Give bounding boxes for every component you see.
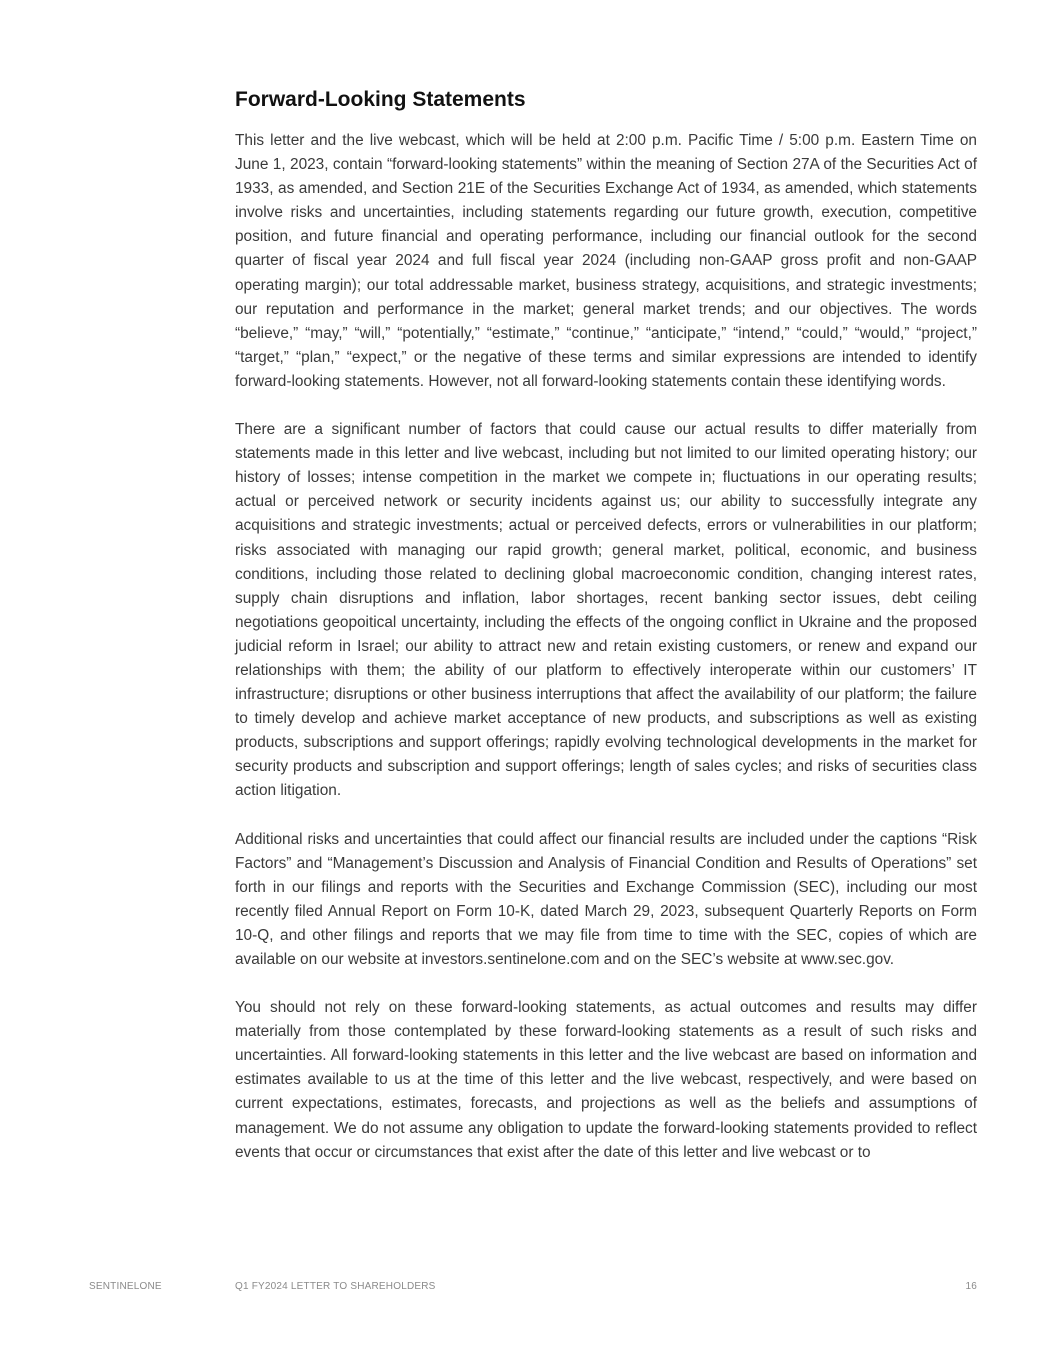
footer-company: SENTINELONE (89, 1281, 162, 1292)
body-text (235, 129, 977, 1189)
paragraph-risk-factors: There are a significant number of factors that could cause our actual results to differ materially from statements made in this letter and live webcast, including but not limited to our limited operating history; our history of losses; intense competition in the market we compete in; fluctuations in our operating results; actual or perceived network or security incidents against us; our ability to successfully integrate any acquisitions and strategic investments; actual or perceived defects, errors or vulnerabilities in our platform; risks associated with managing our rapid growth; general market, political, economic, and business conditions, including those related to declining global macroeconomic condition, changing interest rates, supply chain disruptions and inflation, labor shortages, recent banking sector issues, debt ceiling negotiations geopoitical uncertainty, including the effects of the ongoing conflict in Ukraine and the proposed judicial reform in Israel; our ability to attract new and retain existing customers, or renew and expand our relationships with them; the ability of our platform to effectively interoperate within our customers’ IT infrastructure; disruptions or other business interruptions that affect the availability of our platform; the failure to timely develop and achieve market acceptance of new products, and subscriptions as well as existing products, subscriptions and support offerings; rapidly evolving technological developments in the market for security products and subscription and support offerings; length of sales cycles; and risks of securities class action litigation. (235, 421, 977, 800)
section-heading: Forward-Looking Statements (235, 88, 526, 111)
paragraph-additional-risks: Additional risks and uncertainties that could affect our financial results are included under the captions “Risk Factors” and “Management’s Discussion and Analysis of Financial Condition and Results of Operations” set forth in our filings and reports with the Securities and Exchange Commission (SEC), including our most recently filed Annual Report on Form 10-K, dated March 29, 2023, subsequent Quarterly Reports on Form 10-Q, and other filings and reports that we may file from time to time with the SEC, copies of which are available on our website at investors.sentinelone.com and on the SEC’s website at www.sec.gov. (235, 830, 977, 968)
paragraph-reliance: You should not rely on these forward-looking statements, as actual outcomes and results may differ materially from those contemplated by these forward-looking statements as a result of such risks and uncertainties. All forward-looking statements in this letter and the live webcast are based on information and estimates available to us at the time of this letter and the live webcast, respectively, and were based on current expectations, estimates, forecasts, and projections as well as the beliefs and assumptions of management. We do not assume any obligation to update the forward-looking statements provided to reflect events that occur or circumstances that exist after the date of this letter and live webcast or to (235, 999, 977, 1161)
footer-document-title: Q1 FY2024 LETTER TO SHAREHOLDERS (235, 1281, 436, 1292)
paragraph-intro: This letter and the live webcast, which will be held at 2:00 p.m. Pacific Time / 5:00 p.m. Eastern Time on June 1, 2023, contain “forward-looking statements” within the meaning of Section 27A of the Securities Act of 1933, as amended, and Section 21E of the Securities Exchange Act of 1934, as amended, which statements involve risks and uncertainties, including statements regarding our future growth, execution, competitive position, and future financial and operating performance, including our financial outlook for the second quarter of fiscal year 2024 and full fiscal year 2024 (including non-GAAP gross profit and non-GAAP operating margin); our total addressable market, business strategy, acquisitions, and strategic investments; our reputation and performance in the market; general market trends; and our objectives. The words “believe,” “may,” “will,” “potentially,” “estimate,” “continue,” “anticipate,” “intend,” “could,” “would,” “project,” “target,” “plan,” “expect,” or the negative of these terms and similar expressions are intended to identify forward-looking statements. However, not all forward-looking statements contain these identifying words. (235, 132, 977, 390)
footer-page-number: 16 (965, 1281, 977, 1292)
